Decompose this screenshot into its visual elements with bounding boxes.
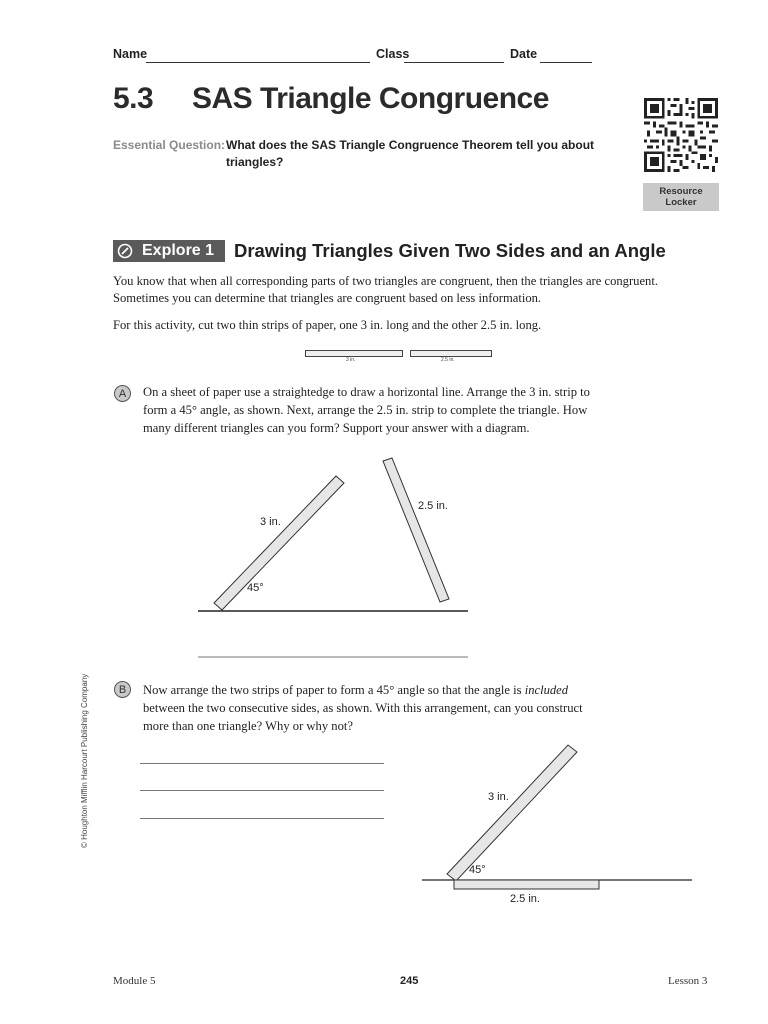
step-b-line3: more than one triangle? Why or why not? <box>143 719 353 733</box>
essential-question-label: Essential Question: <box>113 138 226 152</box>
footer-lesson: Lesson 3 <box>668 975 708 987</box>
diagram-b-short-label: 2.5 in. <box>510 893 540 905</box>
step-b-line1-pre: Now arrange the two strips of paper to form a 45° angle so that the angle is <box>143 683 525 697</box>
paper-strip-2-5in-label: 2.5 in. <box>441 357 455 363</box>
step-a-line2: form a 45° angle, as shown. Next, arrange the 2.5 in. strip to complete the triangle. How <box>143 403 588 417</box>
lesson-title: SAS Triangle Congruence <box>192 82 549 115</box>
step-b-marker: B <box>114 681 131 698</box>
footer-module: Module 5 <box>113 975 156 987</box>
answer-line-1[interactable] <box>140 763 384 764</box>
intro-line1: You know that when all corresponding parts of two triangles are congruent, then the triangles are congruent. <box>113 274 658 288</box>
explore-tag-label: Explore 1 <box>142 242 215 259</box>
resource-locker-line2: Locker <box>665 197 697 208</box>
footer-page-number: 245 <box>400 975 419 987</box>
class-label: Class <box>376 47 410 61</box>
diagram-a-short-label: 2.5 in. <box>418 500 448 512</box>
answer-line-2[interactable] <box>140 790 384 791</box>
step-b-line2: between the two consecutive sides, as shown. With this arrangement, can you construct <box>143 701 583 715</box>
diagram-a-long-strip <box>214 476 344 610</box>
diagram-a-angle-label: 45° <box>247 582 264 594</box>
name-label: Name <box>113 47 148 61</box>
diagram-b-long-strip <box>447 745 577 881</box>
diagram-a-long-label: 3 in. <box>260 516 281 528</box>
resource-locker-line1: Resource <box>659 186 703 197</box>
step-a-line1: On a sheet of paper use a straightedge to draw a horizontal line. Arrange the 3 in. strip to <box>143 385 590 399</box>
copyright-text: © Houghton Mifflin Harcourt Publishing Company <box>80 673 89 848</box>
diagram-b-short-strip <box>454 880 599 889</box>
step-a-marker: A <box>114 385 131 402</box>
step-b-text <box>143 681 723 735</box>
answer-line-3[interactable] <box>140 818 384 819</box>
step-b-line1-em: included <box>524 683 569 697</box>
diagram-b-long-label: 3 in. <box>488 791 509 803</box>
date-label: Date <box>510 47 538 61</box>
lesson-number: 5.3 <box>113 82 154 115</box>
paper-strip-3in-label: 3 in. <box>346 357 356 363</box>
intro-line2: Sometimes you can determine that triangles are congruent based on less information. <box>113 290 542 305</box>
essential-question-line1: What does the SAS Triangle Congruence Theorem tell you about <box>226 138 595 152</box>
diagram-b-angle-label: 45° <box>469 864 486 876</box>
activity-text: For this activity, cut two thin strips of paper, one 3 in. long and the other 2.5 in. long. <box>113 318 542 332</box>
step-a-line3: many different triangles can you form? Support your answer with a diagram. <box>143 421 530 435</box>
diagram-a-short-strip <box>383 458 449 602</box>
step-b-line1 <box>143 681 723 699</box>
explore-title: Drawing Triangles Given Two Sides and an Angle <box>234 240 666 261</box>
essential-question-line2: triangles? <box>226 155 284 169</box>
